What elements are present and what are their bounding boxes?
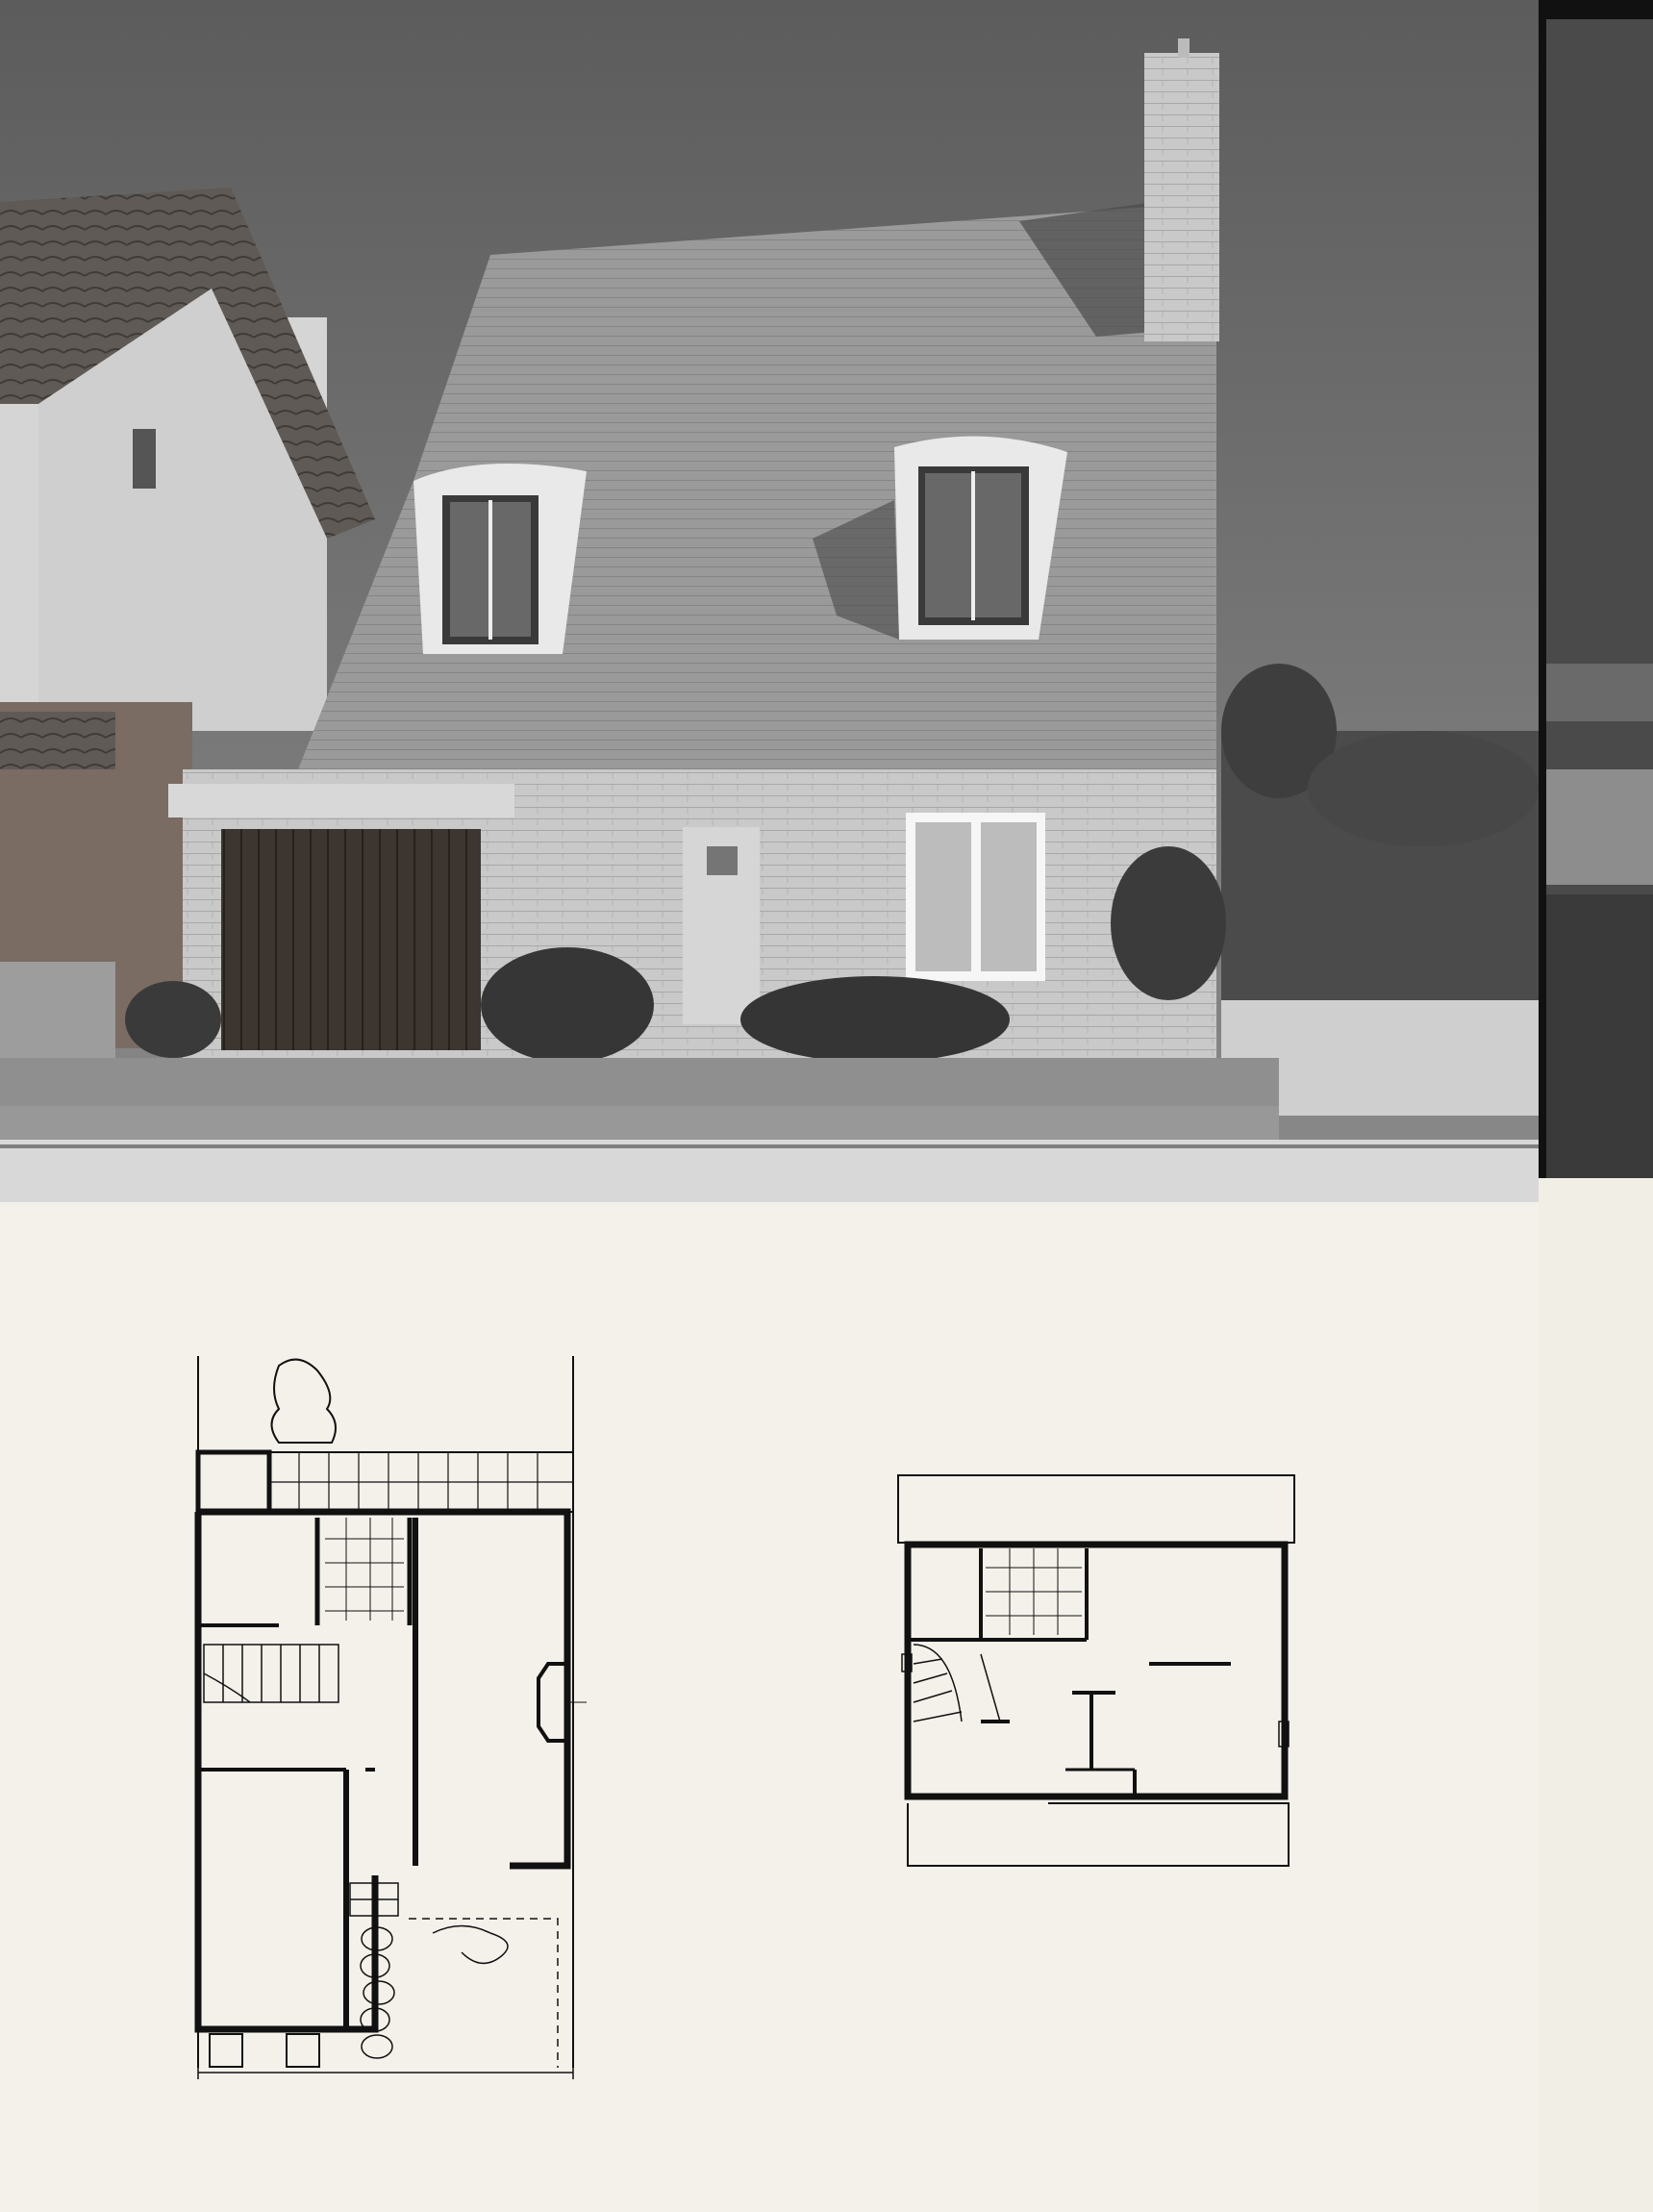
- upper-floor-plan: [894, 1471, 1298, 1875]
- ground-floor-plan: [173, 1356, 615, 2097]
- adjacent-page-photo: [1539, 0, 1653, 1178]
